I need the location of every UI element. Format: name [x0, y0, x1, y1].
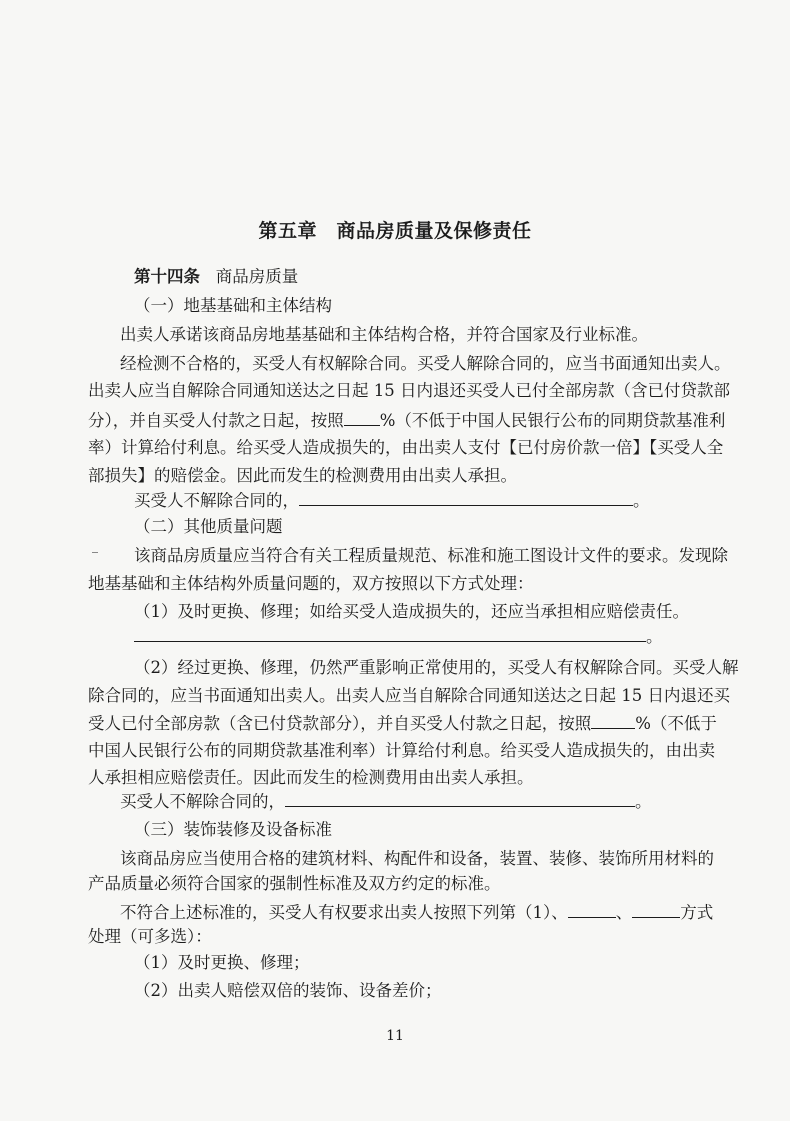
text-span: 。: [635, 792, 652, 811]
section-2-line: 地基基础和主体结构外质量问题的，双方按照以下方式处理：: [88, 574, 534, 593]
option-2-line: 除合同的，应当书面通知出卖人。出卖人应当自解除合同通知送达之日起 15 日内退还买: [88, 686, 730, 705]
non-rescission-blank[interactable]: [285, 790, 635, 807]
text-span: 买受人不解除合同的，: [120, 792, 285, 811]
section-1-line: 经检测不合格的，买受人有权解除合同。买受人解除合同的，应当书面通知出卖人。: [120, 354, 731, 373]
text-span: 。: [633, 491, 650, 510]
option-2-line: [88, 712, 717, 735]
option-blank[interactable]: [568, 901, 616, 918]
option-2-line: 中国人民银行公布的同期贷款基准利率）计算给付利息。给买受人造成损失的，由出卖: [88, 741, 715, 760]
page-number: 11: [386, 1028, 404, 1044]
text-span: 。: [646, 627, 663, 646]
non-rescission-blank[interactable]: [299, 489, 633, 506]
section-3-line: 处理（可多选）：: [88, 927, 212, 946]
option-blank[interactable]: [632, 901, 680, 918]
section-3-option: （2）出卖人赔偿双倍的装饰、设备差价；: [134, 981, 442, 1000]
section-1-line: [88, 409, 726, 432]
interest-rate-blank[interactable]: [591, 712, 635, 729]
section-1-line: 部损失】的赔偿金。因此而发生的检测费用由出卖人承担。: [88, 466, 517, 485]
option-2-line: 人承担相应赔偿责任。因此而发生的检测费用由出卖人承担。: [88, 768, 534, 787]
option-1-blank[interactable]: [134, 625, 646, 642]
article-14-heading: [134, 266, 754, 288]
section-3-line: [120, 901, 740, 924]
section-2-heading: （二）其他质量问题: [134, 517, 283, 536]
section-1-line: 出卖人应当自解除合同通知送达之日起 15 日内退还买受人已付全部房款（含已付贷款部: [88, 381, 730, 400]
section-1-line: 率）计算给付利息。给买受人造成损失的，由出卖人支付【已付房价款一倍】【买受人全: [88, 438, 724, 457]
text-span: 买受人不解除合同的，: [134, 491, 299, 510]
interest-rate-blank[interactable]: [344, 409, 380, 426]
chapter-title: 第五章 商品房质量及保修责任: [258, 220, 532, 242]
option-1: （1）及时更换、修理；如给买受人造成损失的，还应当承担相应赔偿责任。: [134, 602, 689, 621]
article-number: 第十四条: [134, 267, 200, 286]
text-span: 不符合上述标准的，买受人有权要求出卖人按照下列第（1）、: [120, 903, 568, 922]
text-span: 方式: [680, 903, 714, 922]
text-span: 、: [615, 903, 633, 922]
scan-mark: [92, 552, 98, 553]
section-3-option: （1）及时更换、修理；: [134, 953, 310, 972]
text-span: %（不低于: [635, 714, 717, 733]
section-1-paragraph: 出卖人承诺该商品房地基基础和主体结构合格，并符合国家及行业标准。: [120, 325, 648, 344]
non-rescission-clause: [134, 489, 754, 512]
section-1-heading: （一）地基基础和主体结构: [134, 296, 332, 315]
option-1-fill: [134, 625, 754, 648]
text-span: %（不低于中国人民银行公布的同期贷款基准利: [379, 411, 726, 430]
option-2-line: （2）经过更换、修理，仍然严重影响正常使用的，买受人有权解除合同。买受人解: [134, 658, 739, 677]
section-3-heading: （三）装饰装修及设备标准: [134, 820, 332, 839]
non-rescission-clause: [120, 790, 740, 813]
section-3-line: 该商品房应当使用合格的建筑材料、构配件和设备，装置、装修、装饰所用材料的: [120, 849, 714, 868]
section-2-line: 该商品房质量应当符合有关工程质量规范、标准和施工图设计文件的要求。发现除: [134, 546, 728, 565]
text-span: 分），并自买受人付款之日起，按照: [88, 411, 344, 430]
section-3-line: 产品质量必须符合国家的强制性标准及双方约定的标准。: [88, 874, 501, 893]
article-title: 商品房质量: [215, 267, 299, 286]
text-span: 受人已付全部房款（含已付贷款部分），并自买受人付款之日起，按照: [88, 714, 592, 733]
